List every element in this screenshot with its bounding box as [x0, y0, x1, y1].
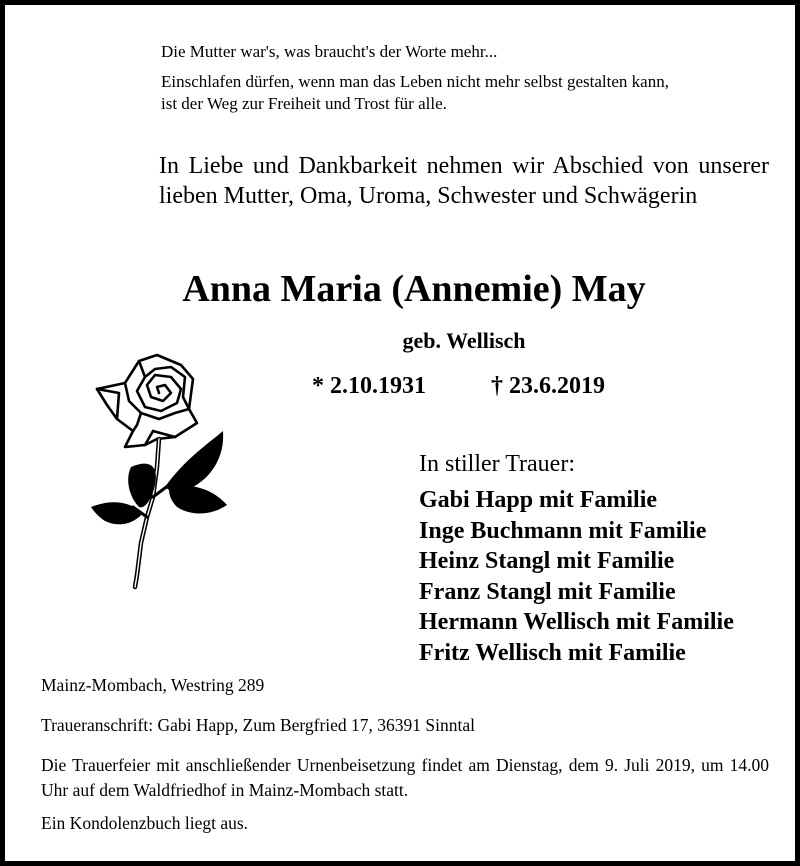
mourner-item: Fritz Wellisch mit Familie	[419, 639, 686, 666]
mourner-item: Heinz Stangl mit Familie	[419, 548, 675, 574]
mourners-list	[419, 485, 734, 668]
birth-name: geb. Wellisch	[402, 328, 526, 353]
mourner-item: Inge Buchmann mit Familie	[419, 517, 707, 544]
deceased-name: Anna Maria (Annemie) May	[182, 268, 646, 310]
mourning-address: Traueranschrift: Gabi Happ, Zum Bergfried 17, 36391 Sinntal	[41, 715, 476, 735]
farewell-intro: In Liebe und Dankbarkeit nehmen wir Abschied von unserer lieben Mutter, Oma, Uroma, Schwester und Schwägerin	[159, 153, 769, 209]
mourner-item: Hermann Wellisch mit Familie	[419, 609, 734, 635]
motto-line-3-text: ist der Weg zur Freiheit und Trost für alle.	[161, 94, 447, 113]
condolence-note: Ein Kondolenzbuch liegt aus.	[41, 813, 249, 833]
motto-line-2-text: Einschlafen dürfen, wenn man das Leben nicht mehr selbst gestalten kann,	[161, 72, 669, 91]
birth-date: * 2.10.1931	[312, 373, 426, 399]
motto-line-2	[161, 71, 669, 115]
ceremony-info: Die Trauerfeier mit anschließender Urnenbeisetzung findet am Dienstag, dem 9. Juli 2019, um 14.00 Uhr auf dem Waldfriedhof in Mainz-Mombach statt.	[41, 755, 769, 800]
residence-address: Mainz-Mombach, Westring 289	[41, 675, 265, 695]
death-date: † 23.6.2019	[491, 373, 605, 399]
mourning-label: In stiller Trauer:	[419, 451, 575, 477]
mourner-item: Gabi Happ mit Familie	[419, 487, 658, 513]
rose-icon	[89, 347, 229, 592]
mourner-item: Franz Stangl mit Familie	[419, 578, 676, 605]
motto-line-1: Die Mutter war's, was braucht's der Worte mehr...	[161, 42, 498, 61]
